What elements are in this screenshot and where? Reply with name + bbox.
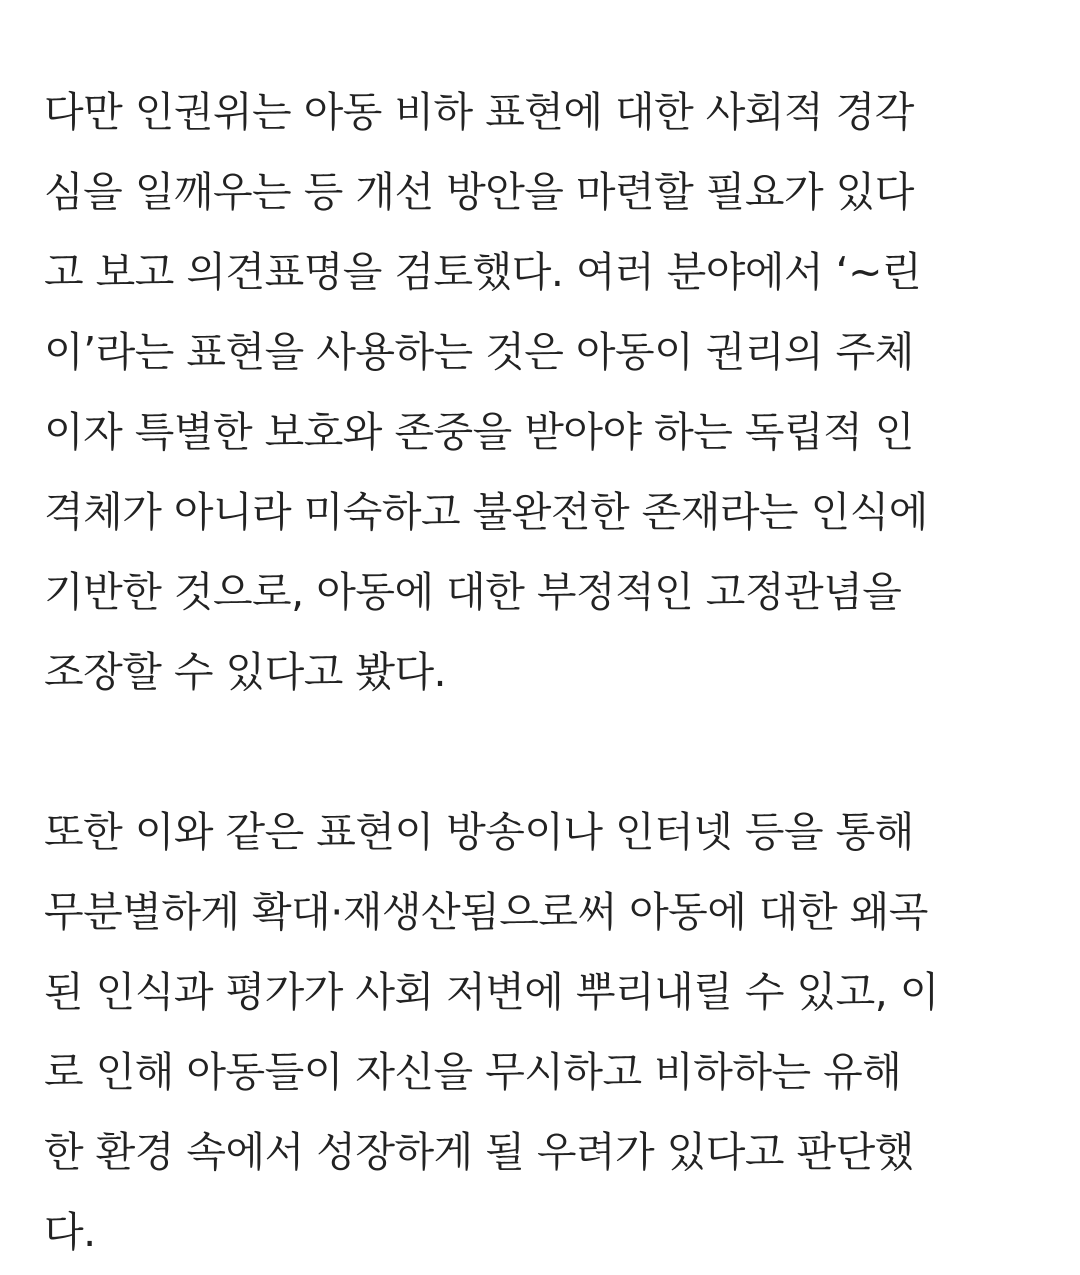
text-line: 한 환경 속에서 성장하게 될 우려가 있다고 판단했 <box>44 1128 914 1176</box>
text-line: 무분별하게 확대·재생산됨으로써 아동에 대한 왜곡 <box>44 888 928 936</box>
text-line: 이자 특별한 보호와 존중을 받아야 하는 독립적 인 <box>44 408 914 456</box>
text-line: 된 인식과 평가가 사회 저변에 뿌리내릴 수 있고, 이 <box>44 968 939 1016</box>
article-body <box>44 72 1044 1272</box>
text-line: 로 인해 아동들이 자신을 무시하고 비하하는 유해 <box>44 1048 902 1096</box>
text-line: 또한 이와 같은 표현이 방송이나 인터넷 등을 통해 <box>44 808 914 856</box>
text-line: 이’라는 표현을 사용하는 것은 아동이 권리의 주체 <box>44 328 914 376</box>
text-line: 다만 인권위는 아동 비하 표현에 대한 사회적 경각 <box>44 88 914 136</box>
text-line: 심을 일깨우는 등 개선 방안을 마련할 필요가 있다 <box>44 168 914 216</box>
text-line: 다. <box>44 1208 96 1256</box>
text-line: 기반한 것으로, 아동에 대한 부정적인 고정관념을 <box>44 568 902 616</box>
text-line: 고 보고 의견표명을 검토했다. 여러 분야에서 ‘~린 <box>44 248 922 296</box>
text-line: 조장할 수 있다고 봤다. <box>44 648 447 696</box>
text-line: 격체가 아니라 미숙하고 불완전한 존재라는 인식에 <box>44 488 928 536</box>
paragraph-2 <box>44 792 1044 1272</box>
paragraph-1 <box>44 72 1044 712</box>
